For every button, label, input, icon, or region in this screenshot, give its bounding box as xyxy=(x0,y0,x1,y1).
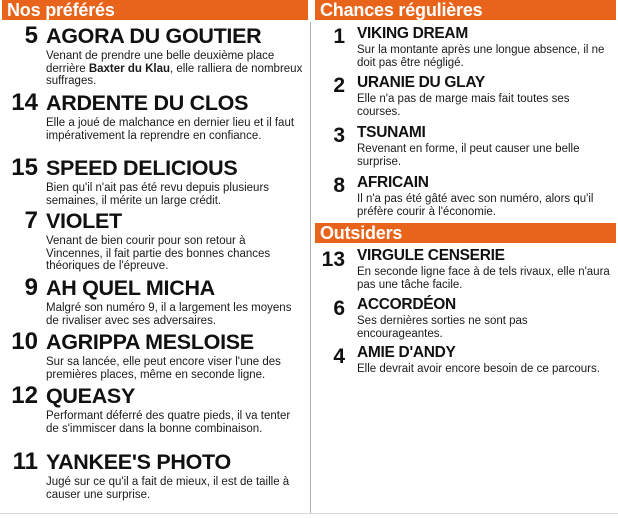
horse-number: 2 xyxy=(333,74,345,97)
horse-number: 9 xyxy=(24,274,38,301)
regular-chances-column xyxy=(315,0,616,375)
horse-name: AFRICAIN xyxy=(357,174,429,191)
horse-name: QUEASY xyxy=(46,384,135,408)
horse-comment: Elle devrait avoir encore besoin de ce parcours. xyxy=(357,363,600,375)
horse-comment: Ses dernières sorties ne sont pas encourageantes. xyxy=(357,315,528,340)
horse-name: ARDENTE DU CLOS xyxy=(46,91,249,115)
bottom-rule xyxy=(0,513,618,514)
regular-chances-header: Chances régulières xyxy=(315,0,616,20)
horse-name: ACCORDÉON xyxy=(357,296,456,313)
horse-number: 12 xyxy=(11,382,38,409)
horse-number: 10 xyxy=(11,328,38,355)
horse-comment: Performant déferré des quatre pieds, il va tenter de s'immiscer dans la bonne combinaison. xyxy=(46,410,291,435)
horse-comment: En seconde ligne face à de tels rivaux, elle n'aura pas une tâche facile. xyxy=(357,266,610,291)
horse-comment: Sur la montante après une longue absence, il ne doit pas être négligé. xyxy=(357,44,605,69)
horse-number: 14 xyxy=(11,89,38,116)
horse-name: AMIE D'ANDY xyxy=(357,344,456,361)
outsiders-header: Outsiders xyxy=(315,223,616,243)
horse-number: 11 xyxy=(12,448,38,475)
favorites-header: Nos préférés xyxy=(2,0,308,20)
horse-name: VIKING DREAM xyxy=(357,25,468,42)
horse-number: 1 xyxy=(333,25,345,48)
horse-comment: Il n'a pas été gâté avec son numéro, alors qu'il préfère courir à l'économie. xyxy=(357,193,594,218)
horse-name: URANIE DU GLAY xyxy=(357,74,485,91)
horse-comment: Jugé sur ce qu'il a fait de mieux, il est de taille à causer une surprise. xyxy=(46,476,290,501)
horse-number: 15 xyxy=(11,154,38,181)
horse-name: VIOLET xyxy=(46,209,122,233)
horse-number: 4 xyxy=(333,345,345,368)
horse-comment: Revenant en forme, il peut causer une belle surprise. xyxy=(357,143,580,168)
horse-number: 7 xyxy=(24,207,38,234)
horse-comment: Bien qu'il n'ait pas été revu depuis plusieurs semaines, il mérite un large crédit. xyxy=(46,182,270,207)
horse-comment: Elle a joué de malchance en dernier lieu et il faut impérativement la reprendre en confiance. xyxy=(46,117,295,142)
horse-name: AGORA DU GOUTIER xyxy=(46,24,262,48)
horse-name: TSUNAMI xyxy=(357,124,426,141)
horse-name: AGRIPPA MESLOISE xyxy=(46,330,254,354)
horse-comment: Venant de bien courir pour son retour à Vincennes, il fait partie des bonnes chances théoriques de l'épreuve. xyxy=(46,235,271,273)
column-divider xyxy=(310,22,311,514)
horse-name: VIRGULE CENSERIE xyxy=(357,247,505,264)
horse-comment: Sur sa lancée, elle peut encore viser l'une des premières places, même en seconde ligne. xyxy=(46,356,281,381)
horse-number: 8 xyxy=(333,174,345,197)
favorites-column xyxy=(2,0,308,501)
horse-number: 3 xyxy=(333,124,345,147)
horse-comment: Elle n'a pas de marge mais fait toutes ses courses. xyxy=(357,93,570,118)
horse-name: AH QUEL MICHA xyxy=(46,276,215,300)
horse-name: YANKEE'S PHOTO xyxy=(46,450,231,474)
horse-comment: Venant de prendre une belle deuxième place derrière Baxter du Klau, elle ralliera de nombreux suffrages. xyxy=(46,50,303,88)
horse-number: 13 xyxy=(321,248,345,271)
horse-comment: Malgré son numéro 9, il a largement les moyens de rivaliser avec ses adversaires. xyxy=(46,302,292,327)
horse-name: SPEED DELICIOUS xyxy=(46,156,238,180)
horse-number: 5 xyxy=(24,22,38,49)
horse-number: 6 xyxy=(333,297,345,320)
